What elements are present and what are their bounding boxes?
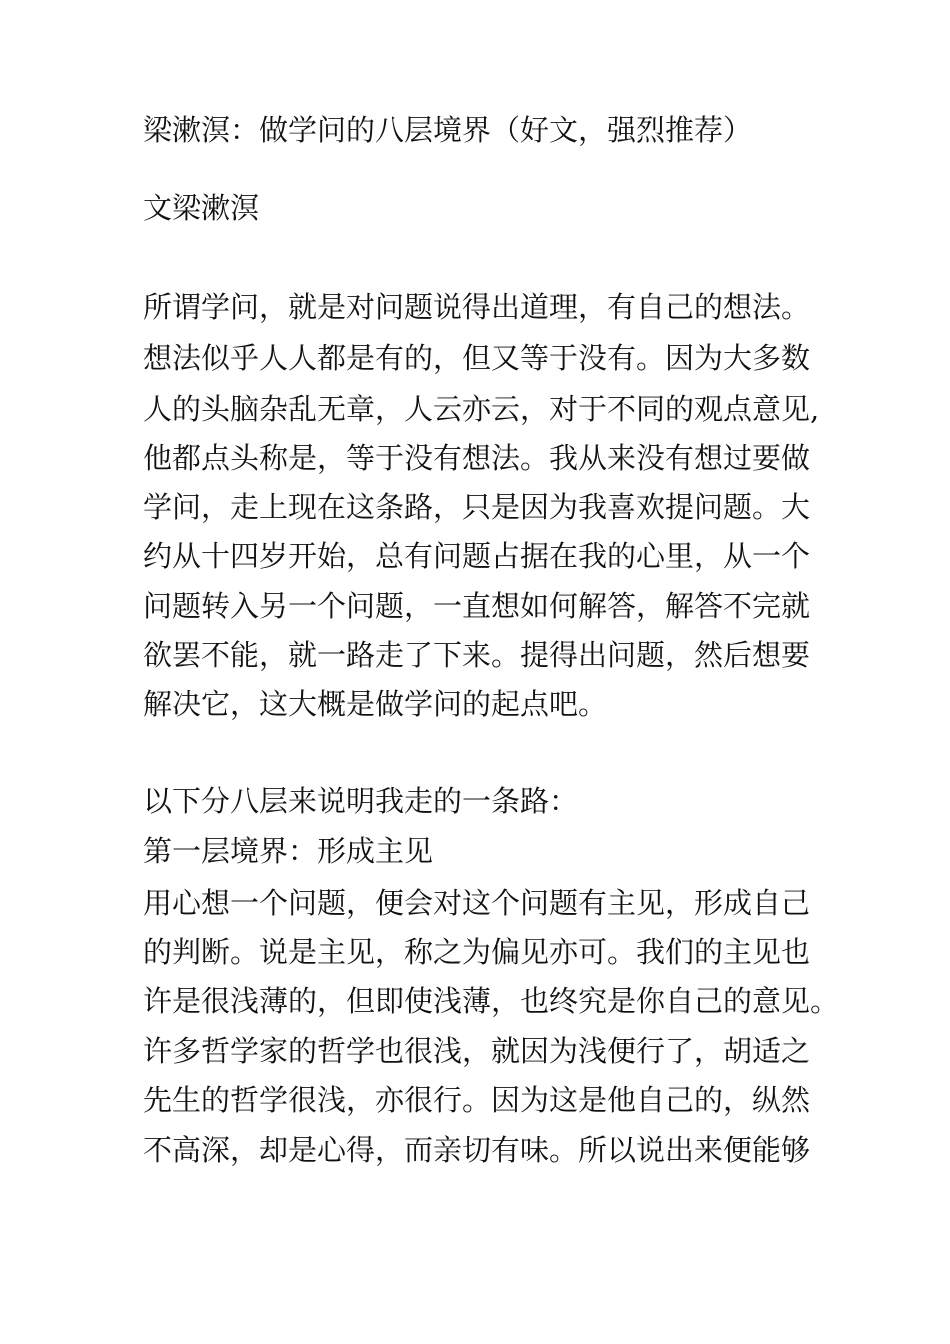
paragraph-line: 许是很浅薄的，但即使浅薄，也终究是你自己的意见。 [143, 984, 840, 1018]
paragraph-line: 解决它，这大概是做学问的起点吧。 [143, 687, 608, 721]
article-title: 梁漱溟：做学问的八层境界（好文，强烈推荐） [143, 113, 753, 147]
paragraph-line: 问题转入另一个问题，一直想如何解答，解答不完就 [143, 589, 811, 623]
paragraph-line: 欲罢不能，就一路走了下来。提得出问题，然后想要 [143, 638, 811, 672]
paragraph-line: 人的头脑杂乱无章，人云亦云，对于不同的观点意见, [143, 392, 820, 426]
paragraph-line: 先生的哲学很浅，亦很行。因为这是他自己的，纵然 [143, 1083, 811, 1117]
outline-intro: 以下分八层来说明我走的一条路： [143, 784, 579, 818]
section-heading: 第一层境界：形成主见 [143, 834, 434, 868]
paragraph-line: 不高深，却是心得，而亲切有味。所以说出来便能够 [143, 1133, 811, 1167]
paragraph-line: 的判断。说是主见，称之为偏见亦可。我们的主见也 [143, 935, 811, 969]
paragraph-line: 所谓学问，就是对问题说得出道理，有自己的想法。 [143, 290, 811, 324]
paragraph-line: 用心想一个问题，便会对这个问题有主见，形成自己 [143, 886, 811, 920]
paragraph-line: 想法似乎人人都是有的，但又等于没有。因为大多数 [143, 341, 811, 375]
paragraph-line: 他都点头称是，等于没有想法。我从来没有想过要做 [143, 441, 811, 475]
paragraph-line: 许多哲学家的哲学也很浅，就因为浅便行了，胡适之 [143, 1034, 811, 1068]
article-byline: 文梁漱溟 [143, 191, 260, 225]
paragraph-line: 学问，走上现在这条路，只是因为我喜欢提问题。大 [143, 490, 811, 524]
paragraph-line: 约从十四岁开始，总有问题占据在我的心里，从一个 [143, 539, 811, 573]
